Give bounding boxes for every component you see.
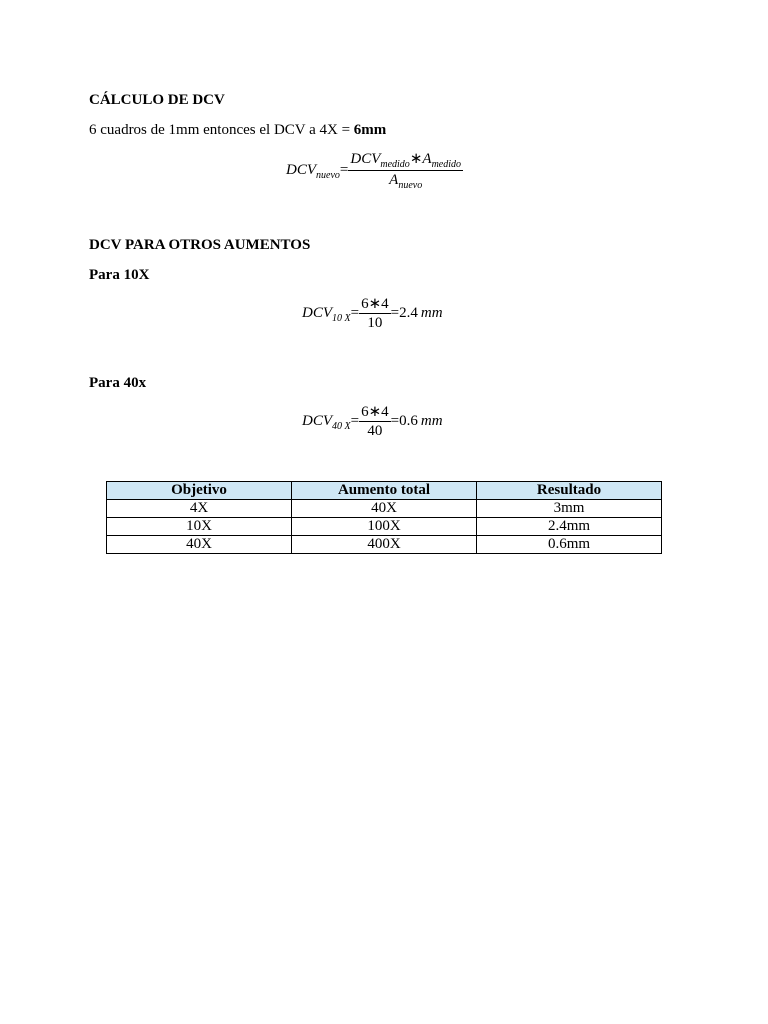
dcv-4x-line	[89, 122, 386, 139]
formula-40x-lhs: $DCV_{40 X}$	[302, 413, 351, 432]
formula-10x-result: 2.4	[399, 305, 418, 321]
cell-resultado: 3mm	[477, 500, 662, 518]
heading-calculo-dcv: CÁLCULO DE DCV	[89, 92, 225, 108]
header-objetivo: Objetivo	[107, 482, 292, 500]
formula-10x-denominator: 10	[359, 313, 391, 332]
results-table	[106, 481, 662, 554]
formula-dcv-nuevo	[286, 150, 463, 191]
cell-resultado: 0.6mm	[477, 536, 662, 554]
table-row	[107, 536, 662, 554]
cell-resultado: 2.4mm	[477, 518, 662, 536]
formula-10x-numerator: 6∗4	[361, 296, 389, 312]
heading-dcv-otros-aumentos: DCV PARA OTROS AUMENTOS	[89, 237, 311, 253]
cell-aumento: 100X	[292, 518, 477, 536]
formula-40x-numerator: 6∗4	[361, 404, 389, 420]
formula-10x-unit: mm	[420, 305, 443, 321]
cell-objetivo: 10X	[107, 518, 292, 536]
formula-denominator: $A_{nuevo}$	[348, 170, 463, 191]
table-row	[107, 518, 662, 536]
cell-aumento: 400X	[292, 536, 477, 554]
formula-dcv-40x: $DCV_{40 X}=$ $\frac{6∗4}{40}$ =0.6 mm	[302, 404, 443, 439]
header-aumento-total: Aumento total	[292, 482, 477, 500]
formula-40x-fraction	[359, 403, 391, 440]
formula-equals: =	[339, 162, 349, 178]
dcv-4x-text: 6 cuadros de 1mm entonces el DCV a 4X =	[89, 122, 354, 138]
label-para-10x: Para 10X	[89, 267, 150, 283]
formula-numerator: $DCV_{medido}∗A_{medido}$	[350, 151, 462, 170]
cell-aumento: 40X	[292, 500, 477, 518]
label-para-40x: Para 40x	[89, 375, 147, 391]
cell-objetivo: 40X	[107, 536, 292, 554]
formula-10x-lhs: $DCV_{10 X}$	[302, 305, 351, 324]
formula-40x-result: 0.6	[399, 413, 418, 429]
formula-40x-denominator: 40	[359, 421, 391, 440]
cell-objetivo: 4X	[107, 500, 292, 518]
formula-fraction	[348, 150, 463, 191]
formula-lhs: $DCV_{nuevo}$	[286, 162, 340, 181]
formula-10x-fraction	[359, 295, 391, 332]
dcv-4x-value: 6mm	[353, 122, 387, 138]
formula-dcv-10x: $DCV_{10 X}=$ $\frac{6∗4}{10}$ =2.4 mm	[302, 296, 443, 331]
table-row	[107, 500, 662, 518]
formula-40x-unit: mm	[420, 413, 443, 429]
header-resultado: Resultado	[477, 482, 662, 500]
table-header-row	[107, 482, 662, 500]
